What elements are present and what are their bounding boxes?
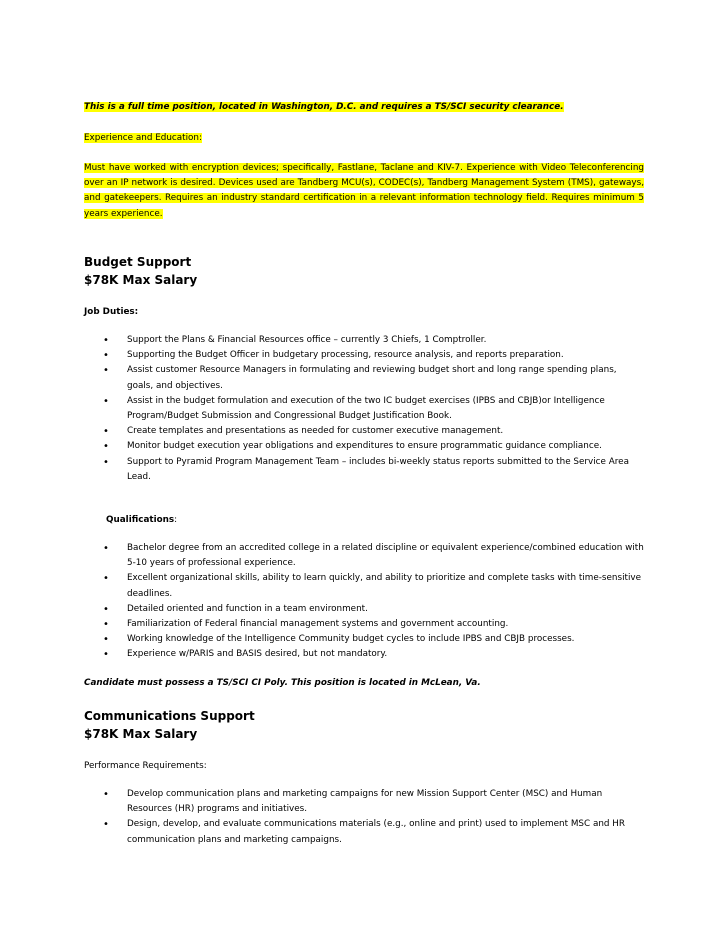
list-item-text: Experience w/PARIS and BASIS desired, but not mandatory. (127, 649, 388, 660)
list-item-text: Design, develop, and evaluate communications materials (e.g., online and print) used to implement MSC and HR communication plans and marketing campaigns. (127, 819, 626, 845)
list-item (84, 541, 644, 571)
list-item (84, 617, 644, 632)
intro-paragraph (84, 101, 644, 113)
bullet-icon: • (103, 350, 109, 362)
list-item (84, 787, 644, 817)
experience-text: Must have worked with encryption devices; specifically, Fastlane, Taclane and KIV-7. Experience with Video Teleconferencing over an IP network is desired. Devices used are Tandberg MCU(s), CODEC(s), Tandberg Management System (TMS), gateways, and gatekeepers. Requires an industry standard certification in a relevant information technology field. Requires minimum 5 years experience. (84, 163, 644, 219)
bullet-icon: • (103, 365, 109, 377)
performance-requirements-list (84, 787, 644, 848)
qualifications-label: Qualifications: (106, 515, 178, 525)
clearance-statement: Candidate must possess a TS/SCI CI Poly. This position is located in McLean, Va. (84, 678, 481, 688)
job-duties-label: Job Duties: (84, 307, 139, 317)
intro-text: This is a full time position, located in Washington, D.C. and requires a TS/SCI security clearance. (84, 102, 564, 112)
list-item (84, 363, 644, 393)
list-item (84, 348, 644, 363)
bullet-icon: • (103, 634, 109, 646)
list-item-text: Create templates and presentations as needed for customer executive management. (127, 426, 504, 437)
qualifications-list (84, 541, 644, 663)
bullet-icon: • (103, 441, 109, 453)
list-item (84, 394, 644, 424)
experience-heading (84, 132, 202, 144)
experience-paragraph (84, 161, 644, 222)
list-item-text: Support the Plans & Financial Resources office – currently 3 Chiefs, 1 Comptroller. (127, 335, 487, 345)
bullet-icon: • (103, 819, 109, 831)
list-item (84, 333, 644, 348)
bullet-icon: • (103, 335, 109, 346)
list-item-text: Excellent organizational skills, ability to learn quickly, and ability to prioritize and complete tasks with time-sensitive deadlines. (127, 573, 642, 599)
experience-heading-text: Experience and Education: (84, 133, 202, 143)
list-item-text: Assist in the budget formulation and execution of the two IC budget exercises (IPBS and CBJB)or Intelligence Program/Budget Submission and Congressional Budget Justification Book. (127, 395, 605, 422)
list-item-text: Support to Pyramid Program Management Team – includes bi-weekly status reports submitted to the Service Area Lead. (127, 456, 629, 482)
bullet-icon: • (103, 649, 109, 661)
list-item-text: Familiarization of Federal financial management systems and government accounting. (127, 619, 509, 630)
budget-title: Budget Support (84, 255, 192, 269)
list-item-text: Working knowledge of the Intelligence Community budget cycles to include IPBS and CBJB processes. (127, 634, 575, 645)
bullet-icon: • (103, 789, 109, 800)
list-item-text: Monitor budget execution year obligations and expenditures to ensure programmatic guidance compliance. (127, 441, 602, 452)
communications-title: Communications Support (84, 709, 255, 723)
list-item (84, 602, 644, 617)
job-duties-list (84, 333, 644, 485)
list-item (84, 455, 644, 485)
bullet-icon: • (103, 573, 109, 585)
document-page (84, 0, 644, 942)
list-item (84, 647, 644, 662)
list-item (84, 439, 644, 454)
list-item (84, 571, 644, 601)
list-item-text: Bachelor degree from an accredited college in a related discipline or equivalent experience/combined education with 5-10 years of professional experience. (127, 543, 644, 569)
bullet-icon: • (103, 543, 109, 554)
list-item-text: Detailed oriented and function in a team environment. (127, 603, 368, 614)
budget-salary: $78K Max Salary (84, 273, 198, 287)
list-item-text: Develop communication plans and marketing campaigns for new Mission Support Center (MSC) and Human Resources (HR) programs and initiatives. (127, 789, 603, 815)
bullet-icon: • (103, 619, 109, 631)
bullet-icon: • (103, 395, 109, 407)
bullet-icon: • (103, 603, 109, 615)
bullet-icon: • (103, 456, 109, 468)
list-item (84, 632, 644, 647)
bullet-icon: • (103, 426, 109, 438)
list-item-text: Supporting the Budget Officer in budgetary processing, resource analysis, and reports preparation. (127, 350, 564, 361)
list-item (84, 817, 644, 847)
list-item-text: Assist customer Resource Managers in formulating and reviewing budget short and long range spending plans, goals, and objectives. (127, 365, 617, 391)
communications-salary: $78K Max Salary (84, 727, 198, 741)
list-item (84, 424, 644, 439)
performance-requirements-label: Performance Requirements: (84, 761, 207, 771)
